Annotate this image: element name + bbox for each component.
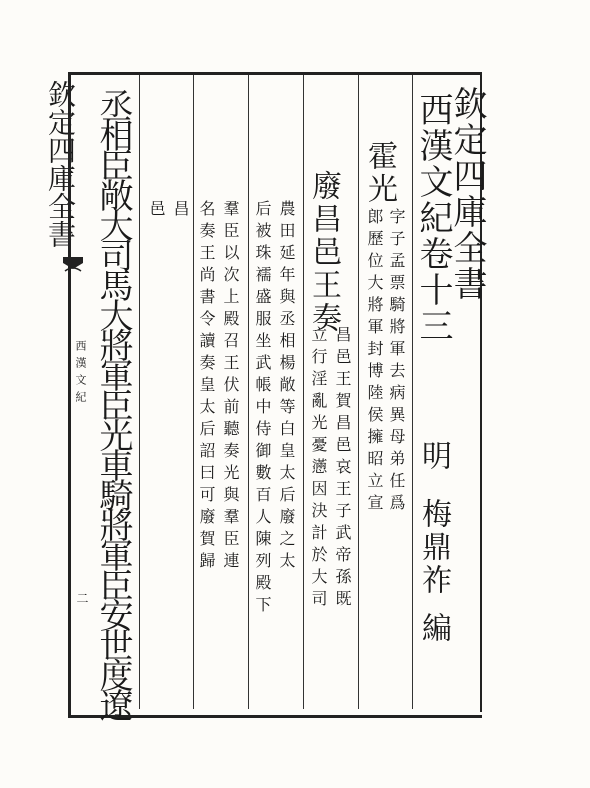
memorial-note-line: 昌 xyxy=(171,200,190,222)
biography-note-line: 字子孟票騎將軍去病異母弟任爲 xyxy=(387,208,406,516)
memorial-note-line: 羣臣以次上殿召王伏前聽奏光與羣臣連 xyxy=(221,200,240,574)
biography-note-line: 郎歷位大將軍封博陸侯擁昭立宣 xyxy=(365,208,384,516)
memorial-note-line: 邑 xyxy=(147,200,166,222)
memorial-note-line: 后被珠襦盛服坐武帳中侍御數百人陳列殿下 xyxy=(253,200,272,618)
leaf-number: 二 xyxy=(75,592,89,604)
column-rule xyxy=(193,75,194,709)
author-role: 編 xyxy=(416,612,451,645)
margin-subtitle: 西漢文紀 xyxy=(74,340,87,408)
dynasty: 明 xyxy=(416,440,451,473)
memorial-note-line: 農田延年與丞相楊敞等白皇太后廢之太 xyxy=(277,200,296,574)
author: 梅鼎祚 xyxy=(416,498,451,597)
main-text-line: 丞相臣敞大司馬大將軍臣光車騎將軍臣安世度遼 xyxy=(93,88,133,718)
author-name-huo-guang: 霍光 xyxy=(362,140,397,206)
column-rule xyxy=(248,75,249,709)
column-rule xyxy=(358,75,359,709)
memorial-note-line: 立行淫亂光憂懣因決計於大司 xyxy=(309,326,328,612)
column-rule xyxy=(303,75,304,709)
memorial-note-line: 名奏王尚書令讀奏皇太后詔曰可廢賀歸 xyxy=(197,200,216,574)
volume-title: 西漢文紀卷十三 xyxy=(413,92,453,344)
book-title: 欽定四庫全書 xyxy=(447,86,487,302)
memorial-title: 廢昌邑王奏 xyxy=(306,170,341,335)
memorial-note-line: 昌邑王賀昌邑哀王子武帝孫既 xyxy=(333,326,352,612)
margin-book-title: 欽定四庫全書 xyxy=(44,80,77,248)
column-rule xyxy=(139,75,140,709)
